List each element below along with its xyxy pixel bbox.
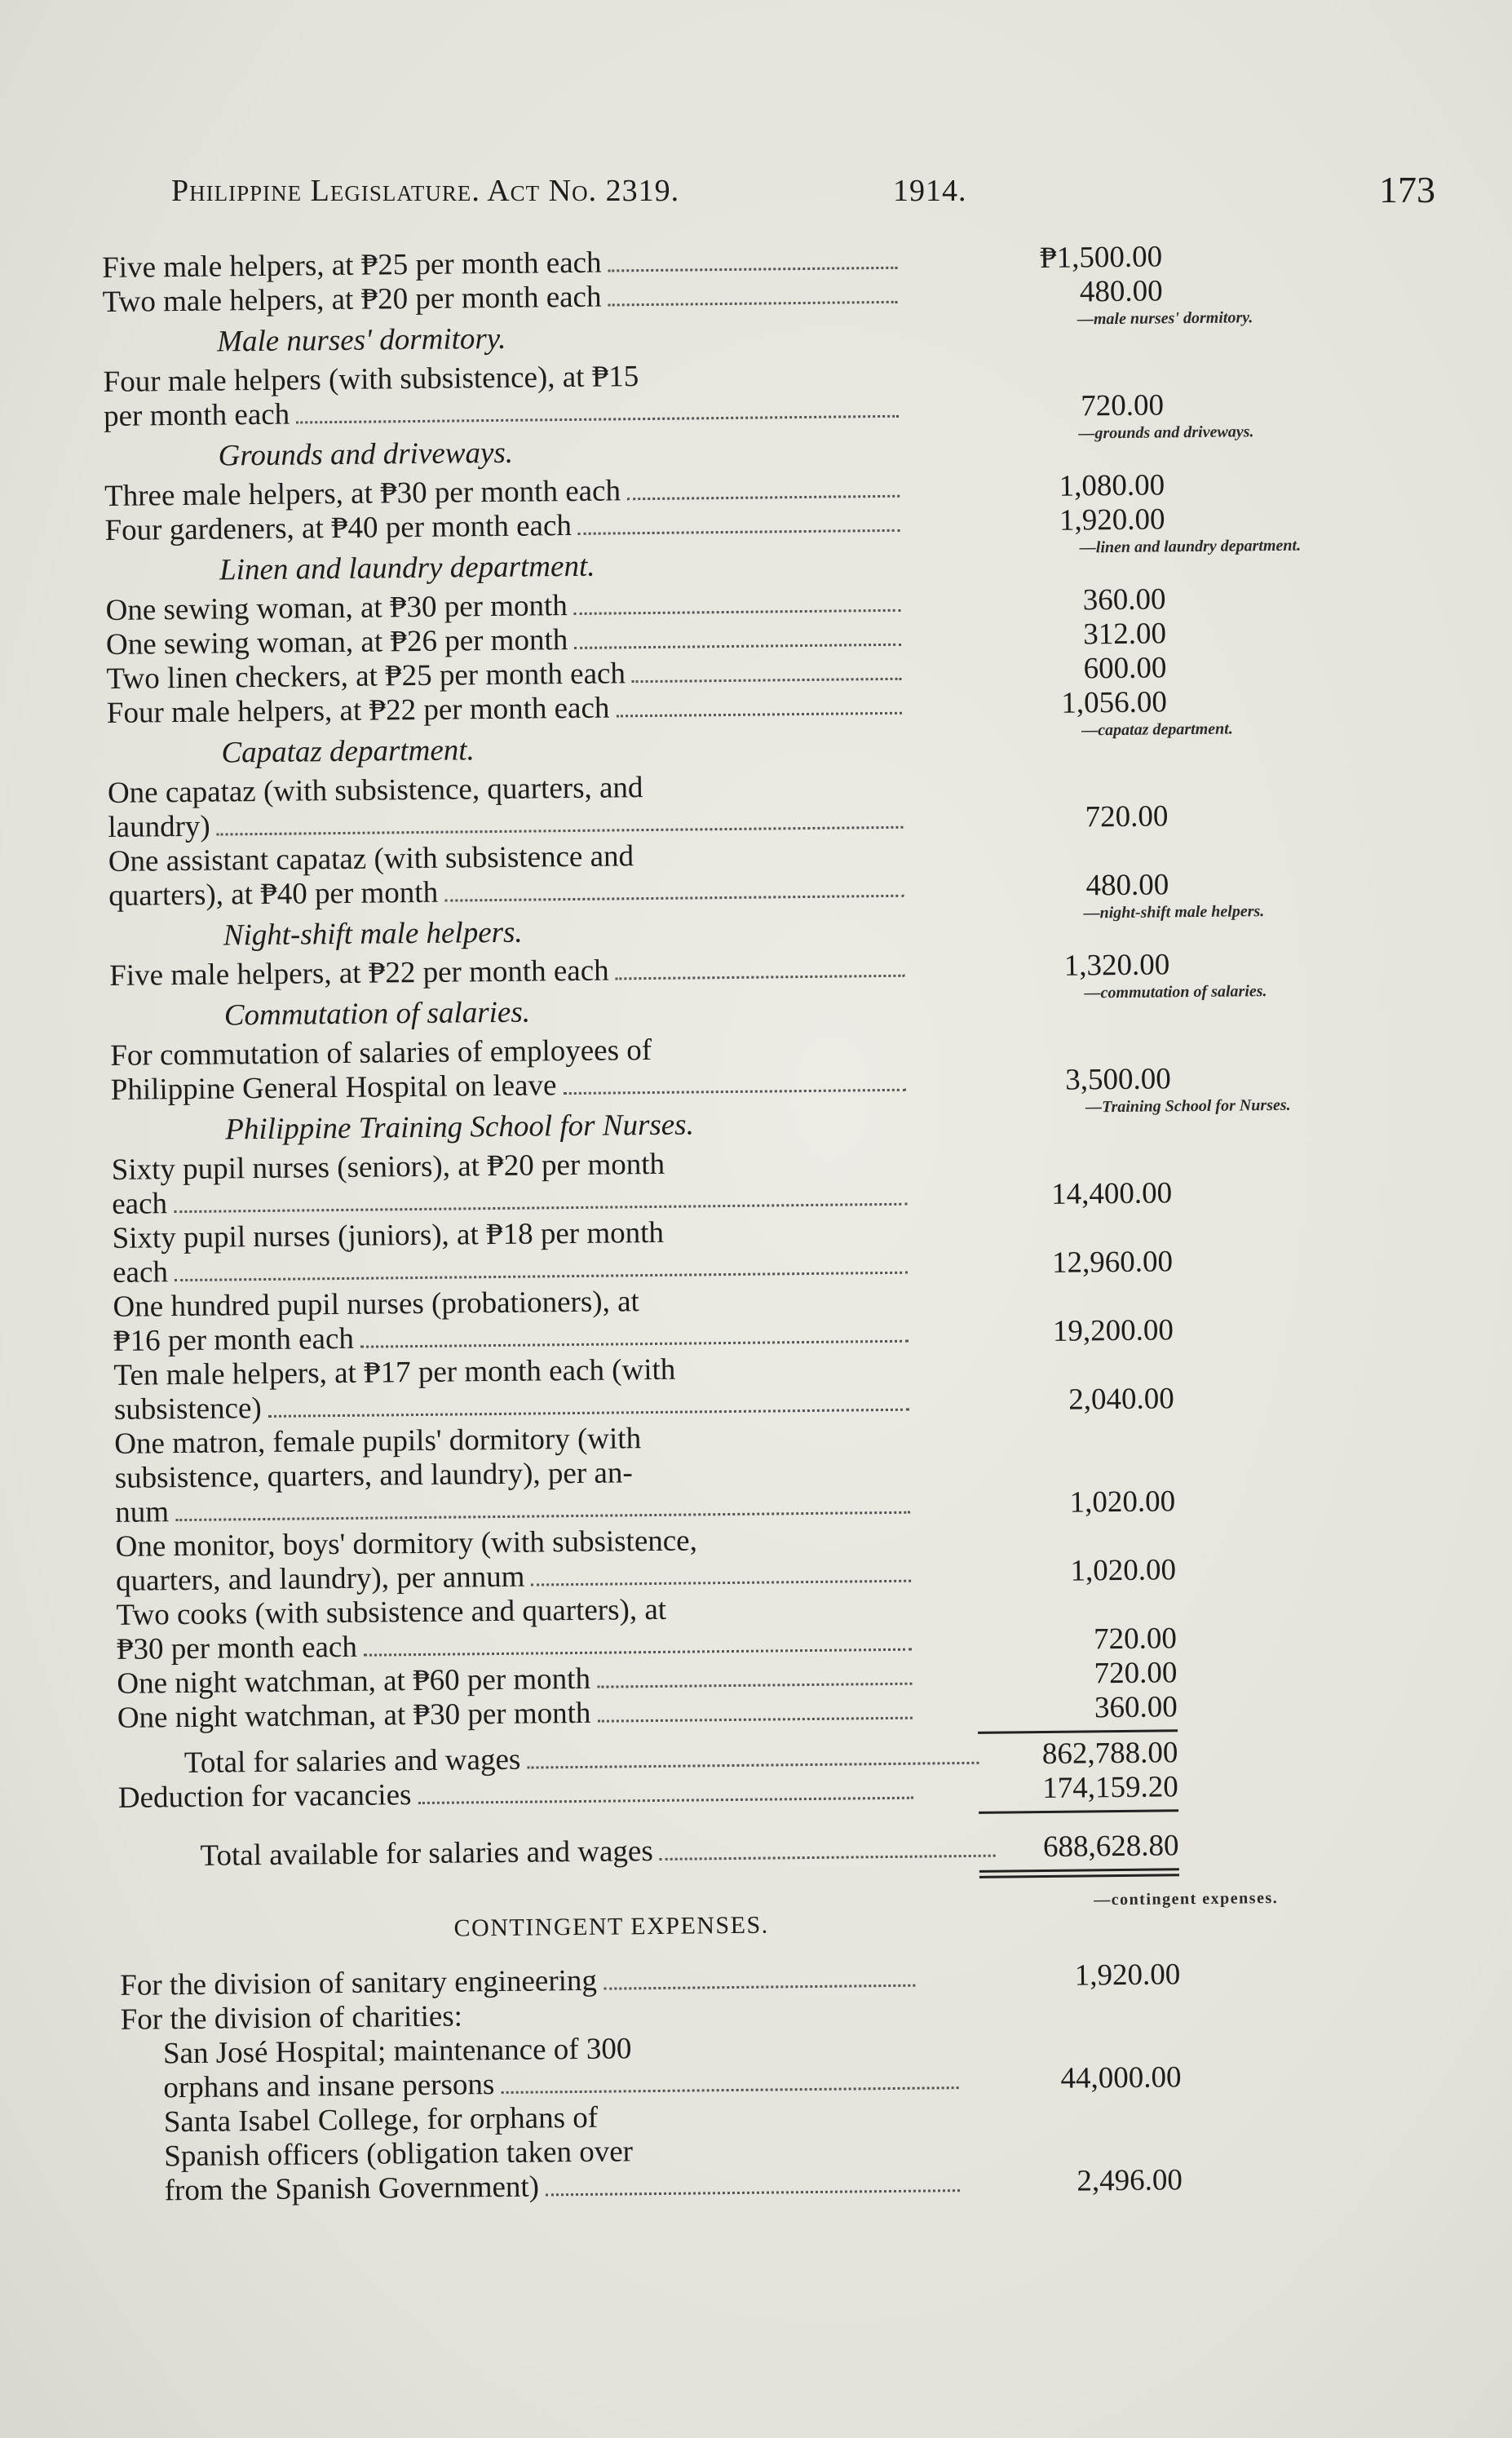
dot-leader	[364, 1648, 912, 1657]
section-heading: CONTINGENT EXPENSES. —contingent expenses.	[119, 1873, 1343, 1969]
item-text: One capataz (with subsistence, quarters, and	[107, 771, 643, 810]
item-text: One matron, female pupils' dormitory (with	[114, 1422, 642, 1461]
item-text: quarters, and laundry), per annum	[115, 1560, 525, 1598]
item-amount: 480.00	[1079, 274, 1163, 309]
section-heading: Male nurses' dormitory. —male nurses' dormitory.	[103, 312, 870, 365]
item-text: One night watchman, at ₱30 per month	[117, 1696, 591, 1735]
item-text: One sewing woman, at ₱26 per month	[105, 623, 568, 661]
item-text: One sewing woman, at ₱30 per month	[105, 589, 568, 627]
dot-leader	[597, 1683, 912, 1688]
dot-leader	[632, 678, 901, 683]
item-description	[116, 1591, 917, 1667]
dot-leader	[574, 644, 900, 649]
section-heading: Capataz department. —capataz department.	[107, 723, 874, 777]
item-text: Two male helpers, at ₱20 per month each	[102, 280, 602, 319]
item-text: Four male helpers (with subsistence), at ₱15	[103, 360, 639, 399]
item-text: One night watchman, at ₱60 per month	[117, 1661, 591, 1701]
line-item	[122, 2093, 1346, 2209]
dot-leader	[563, 1089, 905, 1095]
margin-note: —commutation of salaries.	[1084, 982, 1267, 1002]
dot-leader	[574, 609, 900, 615]
item-text: Total for salaries and wages	[183, 1742, 521, 1781]
item-amount: 19,200.00	[1052, 1313, 1174, 1348]
section-heading: Commutation of salaries. —commutation of salaries.	[110, 985, 878, 1039]
dot-leader	[578, 529, 900, 535]
dot-leader	[418, 1797, 913, 1804]
dot-leader	[627, 495, 900, 500]
item-description	[113, 1282, 913, 1359]
item-text: Sixty pupil nurses (juniors), at ₱18 per month	[112, 1215, 665, 1255]
dot-leader	[603, 1984, 915, 1990]
item-amount: 3,500.00	[1064, 1062, 1171, 1097]
item-amount: 1,020.00	[1069, 1484, 1176, 1520]
item-amount: 720.00	[1081, 388, 1165, 423]
item-description	[113, 1351, 914, 1427]
item-amount: 44,000.00	[1060, 2060, 1182, 2095]
dot-leader	[597, 1717, 912, 1723]
item-text: num	[114, 1495, 170, 1529]
item-description	[112, 1145, 913, 1222]
line-item	[112, 1140, 1336, 1222]
item-text: per month each	[103, 397, 290, 433]
page-header	[171, 169, 1435, 222]
section-heading: Grounds and driveways. —grounds and driveways.	[104, 426, 871, 480]
section-heading: Philippine Training School for Nurses. —Training School for Nurses.	[111, 1100, 878, 1153]
item-text: Sixty pupil nurses (seniors), at ₱20 per month	[111, 1147, 665, 1187]
rule-line	[979, 1809, 1178, 1814]
page-number: 173	[1379, 169, 1435, 210]
item-text: Three male helpers, at ₱30 per month each	[104, 474, 621, 513]
dot-leader	[296, 415, 899, 424]
dot-leader	[616, 975, 904, 980]
item-amount: 1,920.00	[1059, 502, 1165, 538]
item-text: ₱16 per month each	[113, 1321, 355, 1358]
item-amount: 360.00	[1082, 582, 1166, 617]
item-text: For commutation of salaries of employees of	[110, 1033, 652, 1073]
dot-leader	[175, 1272, 908, 1281]
item-last-line	[164, 2166, 964, 2208]
line-item	[115, 1517, 1339, 1599]
running-year: 1914.	[893, 174, 967, 208]
margin-note: —linen and laundry department.	[1079, 536, 1302, 557]
item-amount: 480.00	[1085, 868, 1169, 903]
dot-leader	[268, 1409, 909, 1418]
section-heading: Night-shift male helpers. —night-shift male helpers.	[109, 905, 877, 959]
item-text: Five male helpers, at ₱25 per month each	[102, 246, 602, 285]
item-text: For the division of sanitary engineering	[120, 1963, 598, 2002]
item-text: each	[112, 1187, 168, 1221]
item-text: Deduction for vacancies	[117, 1778, 412, 1815]
item-text: subsistence)	[113, 1392, 262, 1427]
item-text: Ten male helpers, at ₱17 per month each (with	[113, 1352, 676, 1392]
item-amount: 174,159.20	[1042, 1770, 1179, 1806]
dot-leader	[608, 267, 897, 272]
dot-leader	[532, 1580, 911, 1586]
item-text: orphans and insane persons	[163, 2068, 495, 2105]
dot-leader	[444, 895, 904, 902]
margin-note: —Training School for Nurses.	[1085, 1095, 1291, 1117]
item-text: Two cooks (with subsistence and quarters), at	[116, 1592, 667, 1632]
item-text: Philippine General Hospital on leave	[110, 1069, 557, 1107]
margin-note: —contingent expenses.	[1094, 1889, 1279, 1909]
item-amount: 2,496.00	[1077, 2163, 1183, 2198]
item-amount: 1,320.00	[1063, 948, 1170, 983]
line-item	[110, 1026, 1334, 1108]
dot-leader	[546, 2189, 959, 2196]
line-item	[112, 1209, 1336, 1290]
margin-note: —grounds and driveways.	[1078, 423, 1254, 443]
item-amount: 720.00	[1085, 799, 1169, 834]
dot-leader	[174, 1203, 907, 1213]
margin-note: —male nurses' dormitory.	[1077, 308, 1253, 329]
item-description	[103, 357, 904, 434]
item-amount: 720.00	[1093, 1622, 1178, 1657]
item-text: Two linen checkers, at ₱25 per month each	[106, 657, 626, 696]
item-amount: 2,040.00	[1068, 1382, 1175, 1417]
dot-leader	[527, 1762, 979, 1769]
line-item	[108, 763, 1332, 845]
dot-leader	[608, 301, 898, 307]
item-description	[122, 2097, 965, 2209]
line-item	[108, 832, 1333, 914]
dot-leader	[660, 1855, 995, 1861]
item-text: Total available for salaries and wages	[200, 1834, 653, 1873]
item-text: subsistence, quarters, and laundry), per an-	[114, 1456, 633, 1495]
line-item	[103, 352, 1327, 434]
running-title: Philippine Legislature. Act No. 2319.	[171, 174, 680, 208]
dot-leader	[360, 1340, 909, 1348]
item-text: Five male helpers, at ₱22 per month each	[109, 954, 609, 993]
item-text: One hundred pupil nurses (probationers), at	[113, 1285, 640, 1324]
item-text: One monitor, boys' dormitory (with subsistence,	[115, 1524, 698, 1564]
item-description	[108, 768, 909, 845]
item-amount: 688,628.80	[1042, 1829, 1179, 1865]
item-amount: ₱1,500.00	[1039, 240, 1163, 275]
item-amount: 600.00	[1083, 651, 1167, 686]
item-amount: 312.00	[1083, 617, 1167, 652]
item-description	[121, 2029, 963, 2106]
item-amount: 1,080.00	[1059, 468, 1165, 503]
rule-line	[978, 1729, 1178, 1734]
item-text: Four male helpers, at ₱22 per month each	[106, 691, 610, 730]
item-description	[112, 1214, 913, 1290]
item-text: Four gardeners, at ₱40 per month each	[104, 508, 573, 547]
margin-note: —night-shift male helpers.	[1083, 902, 1265, 923]
appropriation-list	[102, 238, 1346, 2209]
item-text: Santa Isabel College, for orphans of	[163, 2100, 599, 2139]
line-item	[113, 1346, 1337, 1427]
margin-note: —capataz department.	[1081, 719, 1233, 740]
item-amount: 1,020.00	[1070, 1553, 1177, 1588]
item-description	[110, 1031, 911, 1108]
item-amount: 12,960.00	[1051, 1245, 1174, 1280]
item-text: ₱30 per month each	[116, 1630, 358, 1666]
line-item	[113, 1277, 1337, 1359]
item-amount: 862,788.00	[1041, 1736, 1178, 1772]
dot-leader	[217, 826, 903, 836]
item-amount: 720.00	[1094, 1656, 1178, 1691]
line-item	[116, 1586, 1340, 1667]
item-description	[115, 1522, 916, 1599]
dot-leader	[616, 712, 901, 718]
item-text: quarters), at ₱40 per month	[108, 875, 439, 913]
item-text: San José Hospital; maintenance of 300	[162, 2032, 632, 2071]
item-text: each	[112, 1255, 169, 1290]
item-text: from the Spanish Government)	[164, 2170, 540, 2208]
item-text: Spanish officers (obligation taken over	[164, 2135, 634, 2174]
dot-leader	[501, 2086, 958, 2094]
item-description	[114, 1419, 915, 1530]
item-amount: 360.00	[1094, 1690, 1178, 1725]
item-amount: 14,400.00	[1050, 1176, 1173, 1211]
item-text: laundry)	[108, 809, 210, 844]
line-item	[114, 1414, 1338, 1530]
dot-leader	[175, 1511, 910, 1521]
section-heading: Linen and laundry department. —linen and laundry department.	[105, 540, 873, 594]
item-text: For the division of charities:	[120, 1999, 463, 2037]
item-amount: 1,920.00	[1074, 1958, 1181, 1993]
item-amount: 1,056.00	[1061, 685, 1168, 720]
item-text: One assistant capataz (with subsistence and	[108, 839, 634, 878]
line-item	[121, 2024, 1345, 2106]
item-description	[108, 837, 909, 914]
